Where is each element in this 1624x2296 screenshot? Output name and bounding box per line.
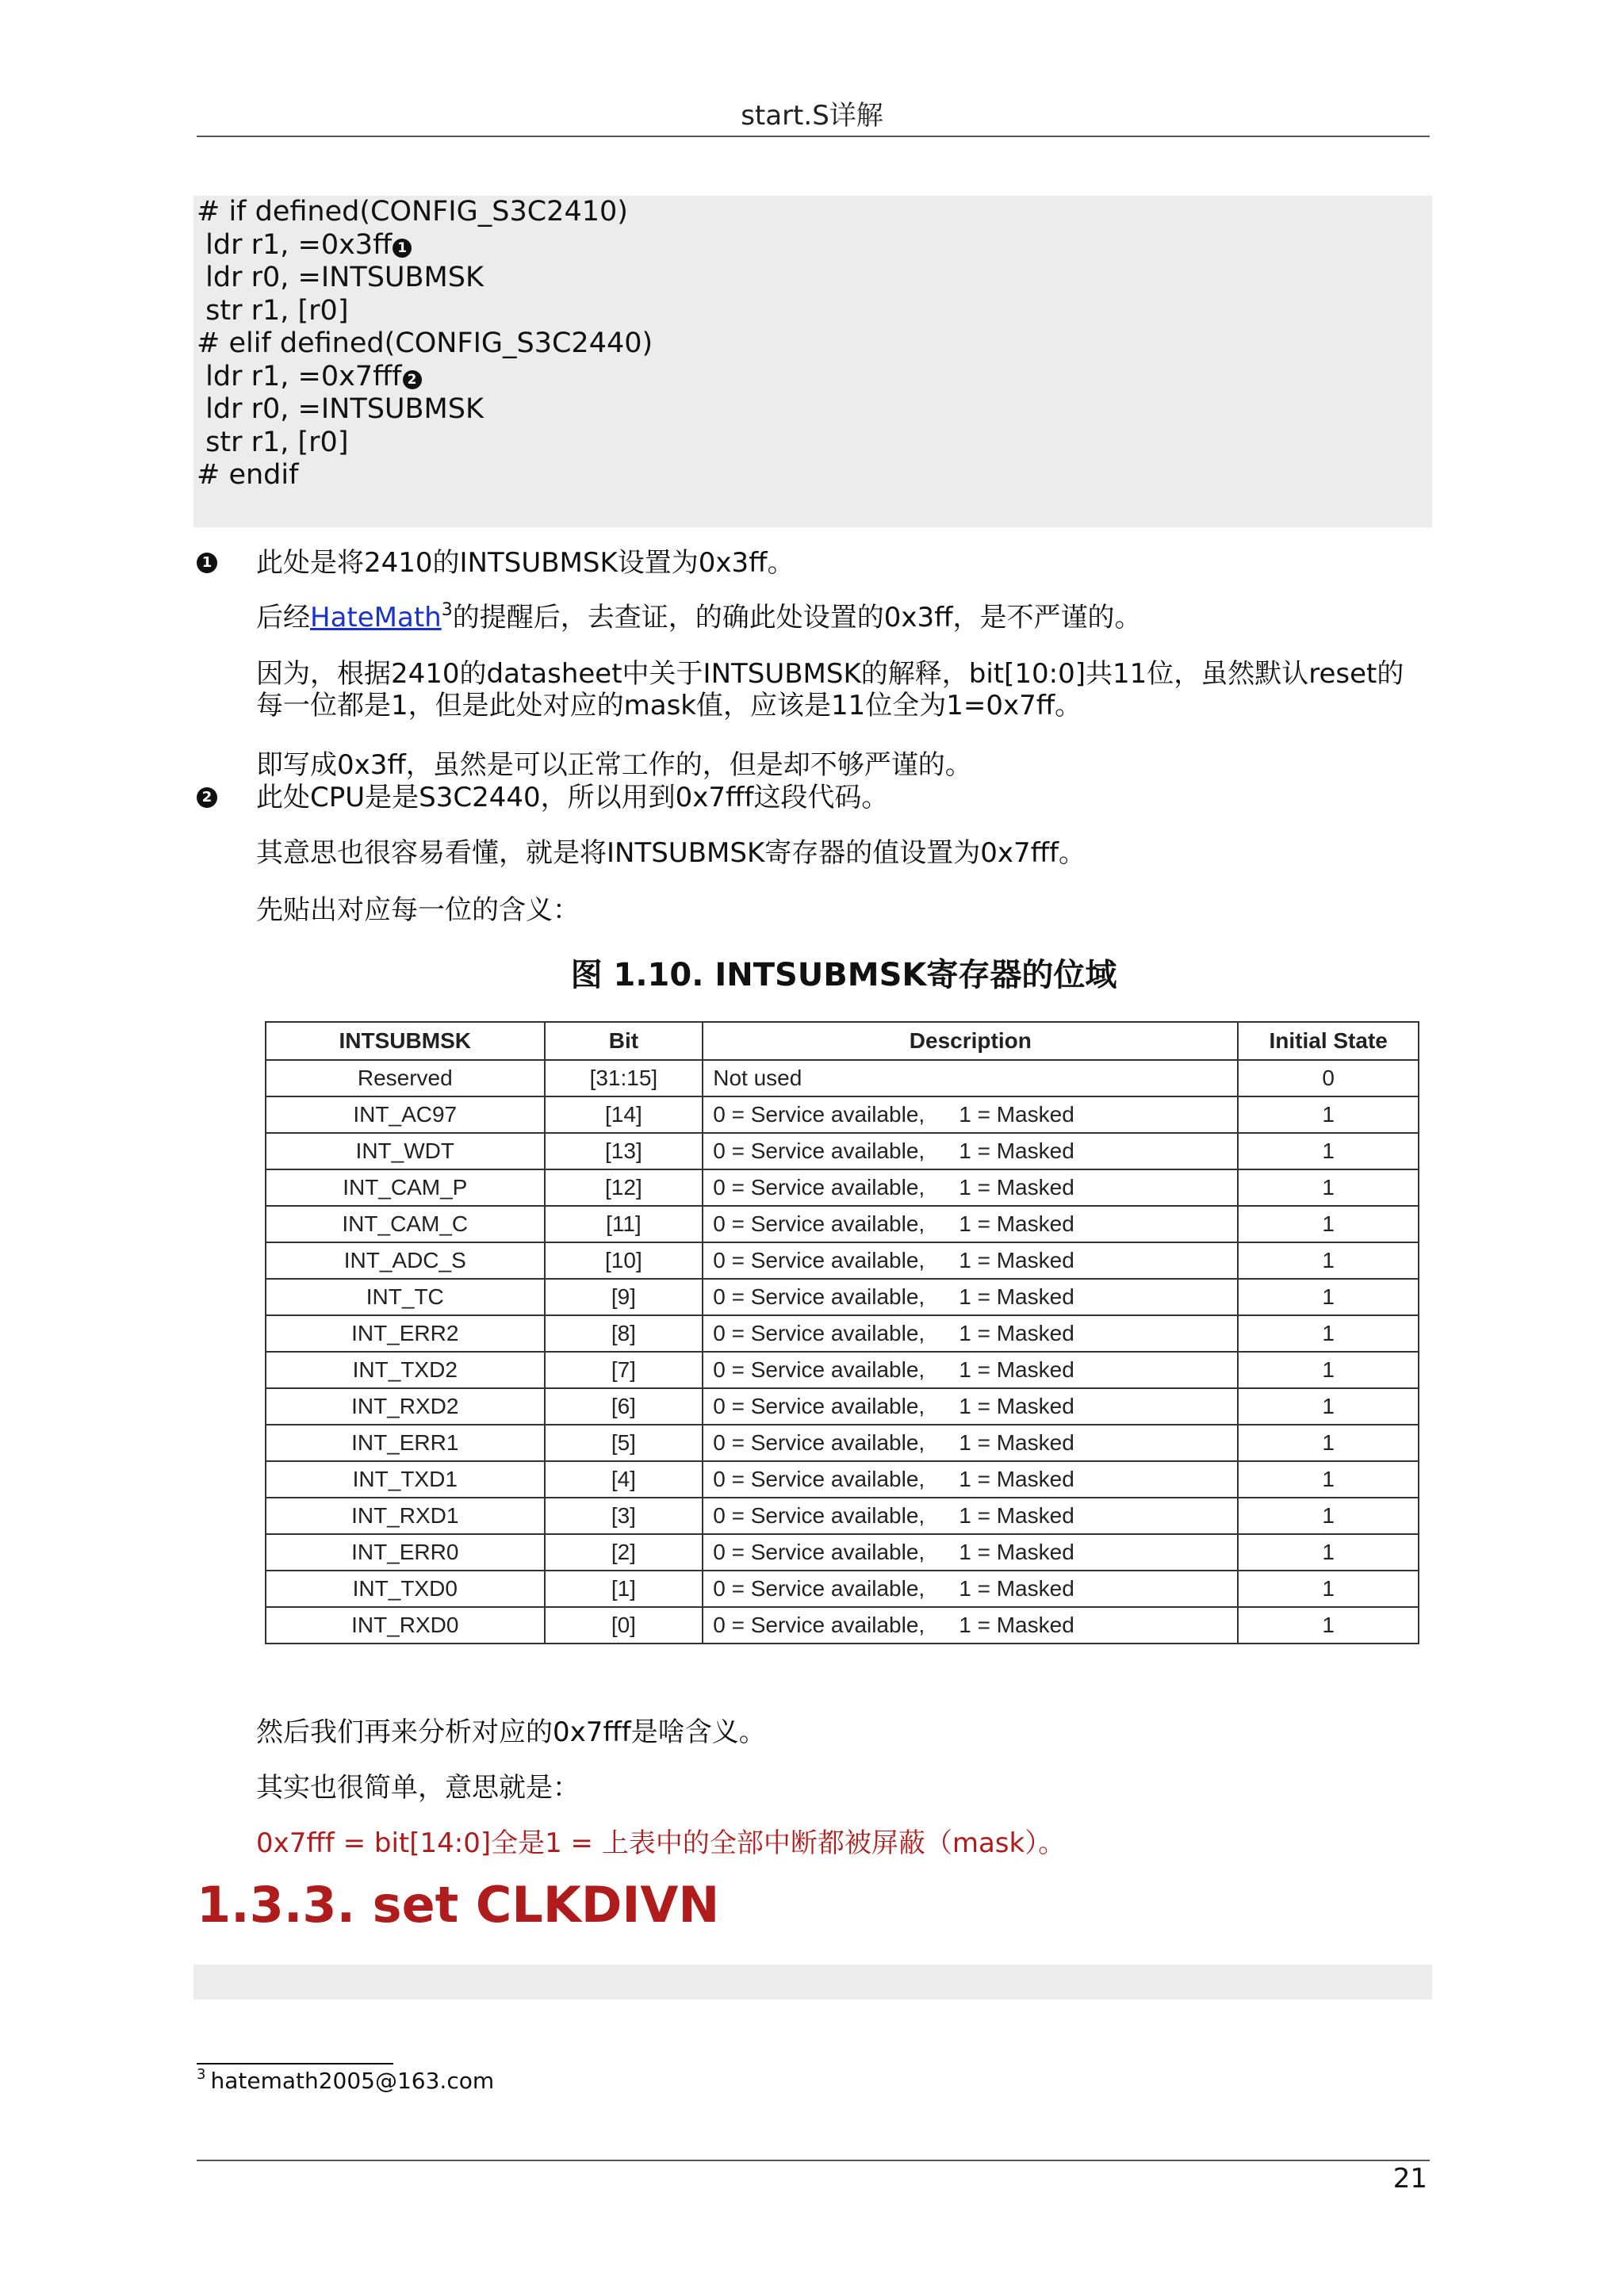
- empty-code-block: [193, 1965, 1432, 1999]
- footnote-rule: [197, 2063, 393, 2064]
- register-name-cell: INT_TXD2: [266, 1352, 545, 1388]
- register-name-cell: INT_ERR1: [266, 1425, 545, 1461]
- description-masked: 1 = Masked: [959, 1576, 1074, 1601]
- description-masked: 1 = Masked: [959, 1613, 1074, 1637]
- column-header: Description: [703, 1022, 1238, 1060]
- section-heading: 1.3.3. set CLKDIVN: [197, 1876, 720, 1934]
- description-masked: 1 = Masked: [959, 1211, 1074, 1236]
- code-line: ldr r0, =INTSUBMSK: [197, 262, 484, 293]
- description-availability: 0 = Service available,: [713, 1430, 925, 1455]
- callout-2-icon: 2: [403, 370, 422, 389]
- description-masked: 1 = Masked: [959, 1430, 1074, 1455]
- table-row: [266, 1315, 1419, 1352]
- callout-1-icon: 1: [393, 239, 412, 258]
- description-cell: [703, 1352, 1238, 1388]
- description-cell: [703, 1607, 1238, 1644]
- column-header: Bit: [545, 1022, 703, 1060]
- description-cell: [703, 1206, 1238, 1242]
- bit-cell: [6]: [545, 1388, 703, 1425]
- figure-caption: 图 1.10. INTSUBMSK寄存器的位域: [570, 957, 1117, 993]
- description-cell: [703, 1425, 1238, 1461]
- bit-cell: [12]: [545, 1169, 703, 1206]
- register-name-cell: INT_ERR0: [266, 1534, 545, 1571]
- table-row: [266, 1425, 1419, 1461]
- description-cell: [703, 1133, 1238, 1169]
- register-name-cell: Reserved: [266, 1060, 545, 1096]
- code-line: ldr r1, =0x7fff 2: [197, 361, 1432, 394]
- bit-cell: [3]: [545, 1498, 703, 1534]
- code-line: str r1, [r0]: [197, 294, 349, 327]
- description-availability: 0 = Service available,: [713, 1138, 925, 1163]
- initial-state-cell: 1: [1238, 1388, 1419, 1425]
- description-availability: 0 = Service available,: [713, 1394, 925, 1418]
- page-number: 21: [1392, 2163, 1427, 2195]
- code-line: str r1, [r0]: [197, 426, 349, 458]
- register-name-cell: INT_TXD0: [266, 1571, 545, 1607]
- description-availability: 0 = Service available,: [713, 1321, 925, 1345]
- bit-cell: [11]: [545, 1206, 703, 1242]
- bit-cell: [2]: [545, 1534, 703, 1571]
- bit-cell: [31:15]: [545, 1060, 703, 1096]
- register-name-cell: INT_AC97: [266, 1096, 545, 1133]
- note1-paragraph-3: 因为，根据2410的datasheet中关于INTSUBMSK的解释，bit[10:0]共11位，虽然默认reset的每一位都是1，但是此处对应的mask值，应该是11位全为1=0x7ff。: [256, 658, 1404, 721]
- register-name-cell: INT_CAM_P: [266, 1169, 545, 1206]
- after-paragraph-1: 然后我们再来分析对应的0x7fff是啥含义。: [256, 1716, 766, 1748]
- table-row: [266, 1352, 1419, 1388]
- description-availability: 0 = Service available,: [713, 1613, 925, 1637]
- description-masked: 1 = Masked: [959, 1248, 1074, 1272]
- footnote: [197, 2068, 494, 2094]
- description-availability: 0 = Service available,: [713, 1248, 925, 1272]
- description-masked: 1 = Masked: [959, 1357, 1074, 1382]
- description-cell: [703, 1169, 1238, 1206]
- hatemath-link[interactable]: HateMath: [310, 602, 442, 633]
- register-name-cell: INT_RXD2: [266, 1388, 545, 1425]
- description-cell: [703, 1315, 1238, 1352]
- table-row: [266, 1498, 1419, 1534]
- description-cell: [703, 1498, 1238, 1534]
- description-masked: 1 = Masked: [959, 1284, 1074, 1309]
- note1-paragraph-2: 后经HateMath$^3$的提醒后，去查证，的确此处设置的0x3ff，是不严谨的。: [256, 600, 1142, 633]
- bit-cell: [9]: [545, 1279, 703, 1315]
- bit-cell: [13]: [545, 1133, 703, 1169]
- footnote-number: 3: [197, 2066, 206, 2083]
- table-row: [266, 1060, 1419, 1096]
- bit-cell: [4]: [545, 1461, 703, 1498]
- table-row: [266, 1534, 1419, 1571]
- description-cell: [703, 1279, 1238, 1315]
- note2-paragraph-2: 其意思也很容易看懂，就是将INTSUBMSK寄存器的值设置为0x7fff。: [256, 837, 1086, 869]
- intsubmsk-table: [265, 1021, 1419, 1644]
- bit-cell: [7]: [545, 1352, 703, 1388]
- description-masked: 1 = Masked: [959, 1102, 1074, 1127]
- table-body: [266, 1060, 1419, 1644]
- register-name-cell: INT_TXD1: [266, 1461, 545, 1498]
- table-header-row: [266, 1022, 1419, 1060]
- page-header-title: start.S详解: [741, 100, 883, 132]
- initial-state-cell: 1: [1238, 1206, 1419, 1242]
- initial-state-cell: 1: [1238, 1133, 1419, 1169]
- description-cell: [703, 1534, 1238, 1571]
- description-cell: [703, 1242, 1238, 1279]
- description-availability: 0 = Service available,: [713, 1102, 925, 1127]
- register-name-cell: INT_RXD1: [266, 1498, 545, 1534]
- table-row: [266, 1133, 1419, 1169]
- register-name-cell: INT_ADC_S: [266, 1242, 545, 1279]
- note2-paragraph-1: 此处CPU是是S3C2440，所以用到0x7fff这段代码。: [256, 782, 889, 813]
- initial-state-cell: 1: [1238, 1279, 1419, 1315]
- table-row: [266, 1461, 1419, 1498]
- footnote-email: hatemath2005@163.com: [210, 2068, 495, 2094]
- note1-paragraph-1: 此处是将2410的INTSUBMSK设置为0x3ff。: [256, 547, 795, 579]
- note1-paragraph-4: 即写成0x3ff，虽然是可以正常工作的，但是却不够严谨的。: [256, 749, 972, 781]
- register-name-cell: INT_CAM_C: [266, 1206, 545, 1242]
- initial-state-cell: 1: [1238, 1571, 1419, 1607]
- description-cell: [703, 1388, 1238, 1425]
- description-masked: 1 = Masked: [959, 1467, 1074, 1491]
- register-name-cell: INT_TC: [266, 1279, 545, 1315]
- table-row: [266, 1242, 1419, 1279]
- description-cell: [703, 1461, 1238, 1498]
- description-availability: 0 = Service available,: [713, 1284, 925, 1309]
- callout-1-marker-icon: 1: [197, 553, 217, 573]
- code-line: ldr r0, =INTSUBMSK: [197, 393, 484, 425]
- table-row: [266, 1096, 1419, 1133]
- code-block: [193, 196, 1432, 527]
- description-availability: 0 = Service available,: [713, 1540, 925, 1564]
- table-row: [266, 1571, 1419, 1607]
- header-rule: [197, 136, 1430, 137]
- column-header: Initial State: [1238, 1022, 1419, 1060]
- description-masked: 1 = Masked: [959, 1503, 1074, 1528]
- footnote-ref[interactable]: 3: [441, 600, 453, 620]
- bit-cell: [5]: [545, 1425, 703, 1461]
- description-masked: 1 = Masked: [959, 1175, 1074, 1200]
- register-name-cell: INT_WDT: [266, 1133, 545, 1169]
- initial-state-cell: 1: [1238, 1607, 1419, 1644]
- initial-state-cell: 1: [1238, 1534, 1419, 1571]
- description-masked: 1 = Masked: [959, 1138, 1074, 1163]
- description-cell: [703, 1096, 1238, 1133]
- conclusion-highlight: 0x7fff = bit[14:0]全是1 = 上表中的全部中断都被屏蔽（mask）。: [256, 1827, 1066, 1859]
- description-availability: 0 = Service available,: [713, 1175, 925, 1200]
- initial-state-cell: 1: [1238, 1425, 1419, 1461]
- table-row: [266, 1206, 1419, 1242]
- table-row: [266, 1607, 1419, 1644]
- code-line: ldr r1, =0x3ff 1: [197, 229, 1432, 262]
- after-paragraph-2: 其实也很简单，意思就是：: [256, 1772, 580, 1804]
- table-row: [266, 1169, 1419, 1206]
- description-masked: 1 = Masked: [959, 1540, 1074, 1564]
- bit-cell: [10]: [545, 1242, 703, 1279]
- initial-state-cell: 1: [1238, 1461, 1419, 1498]
- description-cell: [703, 1060, 1238, 1096]
- register-name-cell: INT_ERR2: [266, 1315, 545, 1352]
- bit-cell: [1]: [545, 1571, 703, 1607]
- description-availability: 0 = Service available,: [713, 1357, 925, 1382]
- description-availability: 0 = Service available,: [713, 1576, 925, 1601]
- initial-state-cell: 1: [1238, 1169, 1419, 1206]
- description-availability: Not used: [713, 1066, 802, 1090]
- bit-cell: [0]: [545, 1607, 703, 1644]
- note2-paragraph-3: 先贴出对应每一位的含义：: [256, 894, 580, 926]
- initial-state-cell: 1: [1238, 1242, 1419, 1279]
- table-row: [266, 1279, 1419, 1315]
- bit-cell: [8]: [545, 1315, 703, 1352]
- footer-rule: [197, 2160, 1430, 2161]
- code-line: # endif: [197, 459, 299, 491]
- initial-state-cell: 1: [1238, 1352, 1419, 1388]
- initial-state-cell: 1: [1238, 1315, 1419, 1352]
- description-availability: 0 = Service available,: [713, 1211, 925, 1236]
- description-availability: 0 = Service available,: [713, 1467, 925, 1491]
- table-row: [266, 1388, 1419, 1425]
- description-masked: 1 = Masked: [959, 1321, 1074, 1345]
- initial-state-cell: 1: [1238, 1096, 1419, 1133]
- description-cell: [703, 1571, 1238, 1607]
- description-availability: 0 = Service available,: [713, 1503, 925, 1528]
- register-name-cell: INT_RXD0: [266, 1607, 545, 1644]
- bit-cell: [14]: [545, 1096, 703, 1133]
- description-masked: 1 = Masked: [959, 1394, 1074, 1418]
- initial-state-cell: 1: [1238, 1498, 1419, 1534]
- initial-state-cell: 0: [1238, 1060, 1419, 1096]
- code-line: # if defined(CONFIG_S3C2410): [197, 196, 628, 228]
- callout-2-marker-icon: 2: [197, 787, 217, 808]
- code-line: # elif defined(CONFIG_S3C2440): [197, 327, 653, 359]
- column-header: INTSUBMSK: [266, 1022, 545, 1060]
